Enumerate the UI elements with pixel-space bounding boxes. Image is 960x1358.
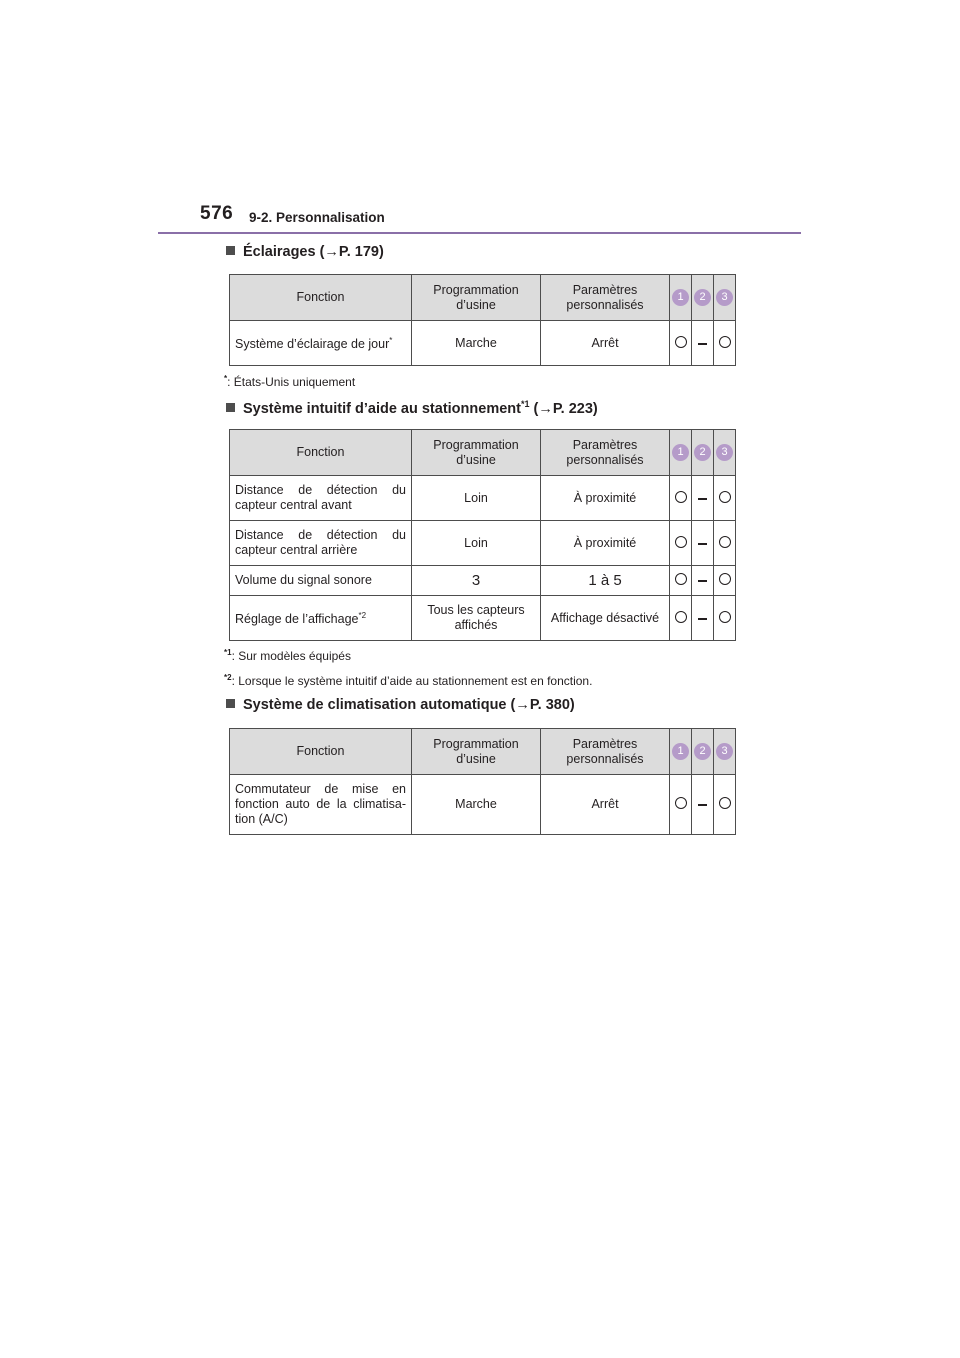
col-header-1: 1: [670, 430, 692, 476]
footnote: *: États-Unis uniquement: [224, 374, 356, 389]
col-header-custom: Paramètres personnalisés: [541, 430, 670, 476]
function-cell: Réglage de l’affichage$^{*2}$: [230, 596, 412, 641]
heading-climatisation: Système de climatisation automatique (→P. 380): [226, 697, 575, 713]
col-header-custom: Paramètres personnalisés: [541, 275, 670, 321]
factory-value: Marche: [412, 321, 541, 366]
function-cell: Commutateur de mise en fonction auto de la climatisa-tion (A/C): [230, 775, 412, 835]
col-header-3: 3: [714, 430, 736, 476]
factory-value: Loin: [412, 476, 541, 521]
col-header-function: Fonction: [230, 430, 412, 476]
dash-icon: [692, 596, 714, 641]
col-header-2: 2: [692, 430, 714, 476]
check-circle-icon: [670, 476, 692, 521]
function-cell: Volume du signal sonore: [230, 566, 412, 596]
custom-value: À proximité: [541, 476, 670, 521]
check-circle-icon: [670, 596, 692, 641]
page-number: 576: [200, 203, 234, 224]
check-circle-icon: [670, 775, 692, 835]
dash-icon: [692, 521, 714, 566]
check-circle-icon: [714, 521, 736, 566]
table-row: [230, 521, 736, 566]
page-header: [200, 203, 800, 233]
check-circle-icon: [714, 566, 736, 596]
col-header-factory: Programmation d’usine: [412, 430, 541, 476]
table-row: [230, 775, 736, 835]
bullet-square-icon: [226, 246, 235, 255]
factory-value: Tous les capteurs affichés: [412, 596, 541, 641]
table-row: [230, 321, 736, 366]
custom-value: Affichage désactivé: [541, 596, 670, 641]
header-divider: [158, 232, 801, 234]
table-climatisation: [229, 728, 736, 835]
custom-value: À proximité: [541, 521, 670, 566]
table-header-row: [230, 729, 736, 775]
function-cell: Distance de détection du capteur central arrière: [230, 521, 412, 566]
check-circle-icon: [714, 775, 736, 835]
col-header-3: 3: [714, 275, 736, 321]
footnote: $^{*2}$: Lorsque le système intuitif d’aide au stationnement est en fonction.: [224, 673, 593, 688]
col-header-function: Fonction: [230, 729, 412, 775]
table-parking-assist: [229, 429, 736, 641]
bullet-square-icon: [226, 403, 235, 412]
dash-icon: [692, 476, 714, 521]
dash-icon: [692, 775, 714, 835]
check-circle-icon: [714, 476, 736, 521]
footnote: $^{*1}$: Sur modèles équipés: [224, 648, 351, 663]
dash-icon: [692, 566, 714, 596]
col-header-1: 1: [670, 729, 692, 775]
custom-value: Arrêt: [541, 775, 670, 835]
table-row: [230, 566, 736, 596]
check-circle-icon: [670, 521, 692, 566]
table-row: [230, 476, 736, 521]
col-header-1: 1: [670, 275, 692, 321]
table-header-row: [230, 430, 736, 476]
table-eclairages: [229, 274, 736, 366]
col-header-factory: Programmation d’usine: [412, 729, 541, 775]
check-circle-icon: [670, 566, 692, 596]
function-cell: Distance de détection du capteur central avant: [230, 476, 412, 521]
col-header-custom: Paramètres personnalisés: [541, 729, 670, 775]
col-header-2: 2: [692, 729, 714, 775]
custom-value: 1 à 5: [541, 566, 670, 596]
heading-eclairages: Éclairages (→P. 179): [226, 244, 384, 260]
factory-value: Marche: [412, 775, 541, 835]
col-header-factory: Programmation d’usine: [412, 275, 541, 321]
table-header-row: [230, 275, 736, 321]
section-title: 9-2. Personnalisation: [249, 210, 385, 225]
col-header-function: Fonction: [230, 275, 412, 321]
col-header-3: 3: [714, 729, 736, 775]
check-circle-icon: [714, 321, 736, 366]
custom-value: Arrêt: [541, 321, 670, 366]
factory-value: Loin: [412, 521, 541, 566]
function-cell: Système d’éclairage de jour*: [230, 321, 412, 366]
bullet-square-icon: [226, 699, 235, 708]
table-row: [230, 596, 736, 641]
dash-icon: [692, 321, 714, 366]
factory-value: 3: [412, 566, 541, 596]
check-circle-icon: [670, 321, 692, 366]
check-circle-icon: [714, 596, 736, 641]
col-header-2: 2: [692, 275, 714, 321]
heading-parking-assist: Système intuitif d’aide au stationnement$^{*1}$ (→P. 223): [226, 399, 598, 417]
